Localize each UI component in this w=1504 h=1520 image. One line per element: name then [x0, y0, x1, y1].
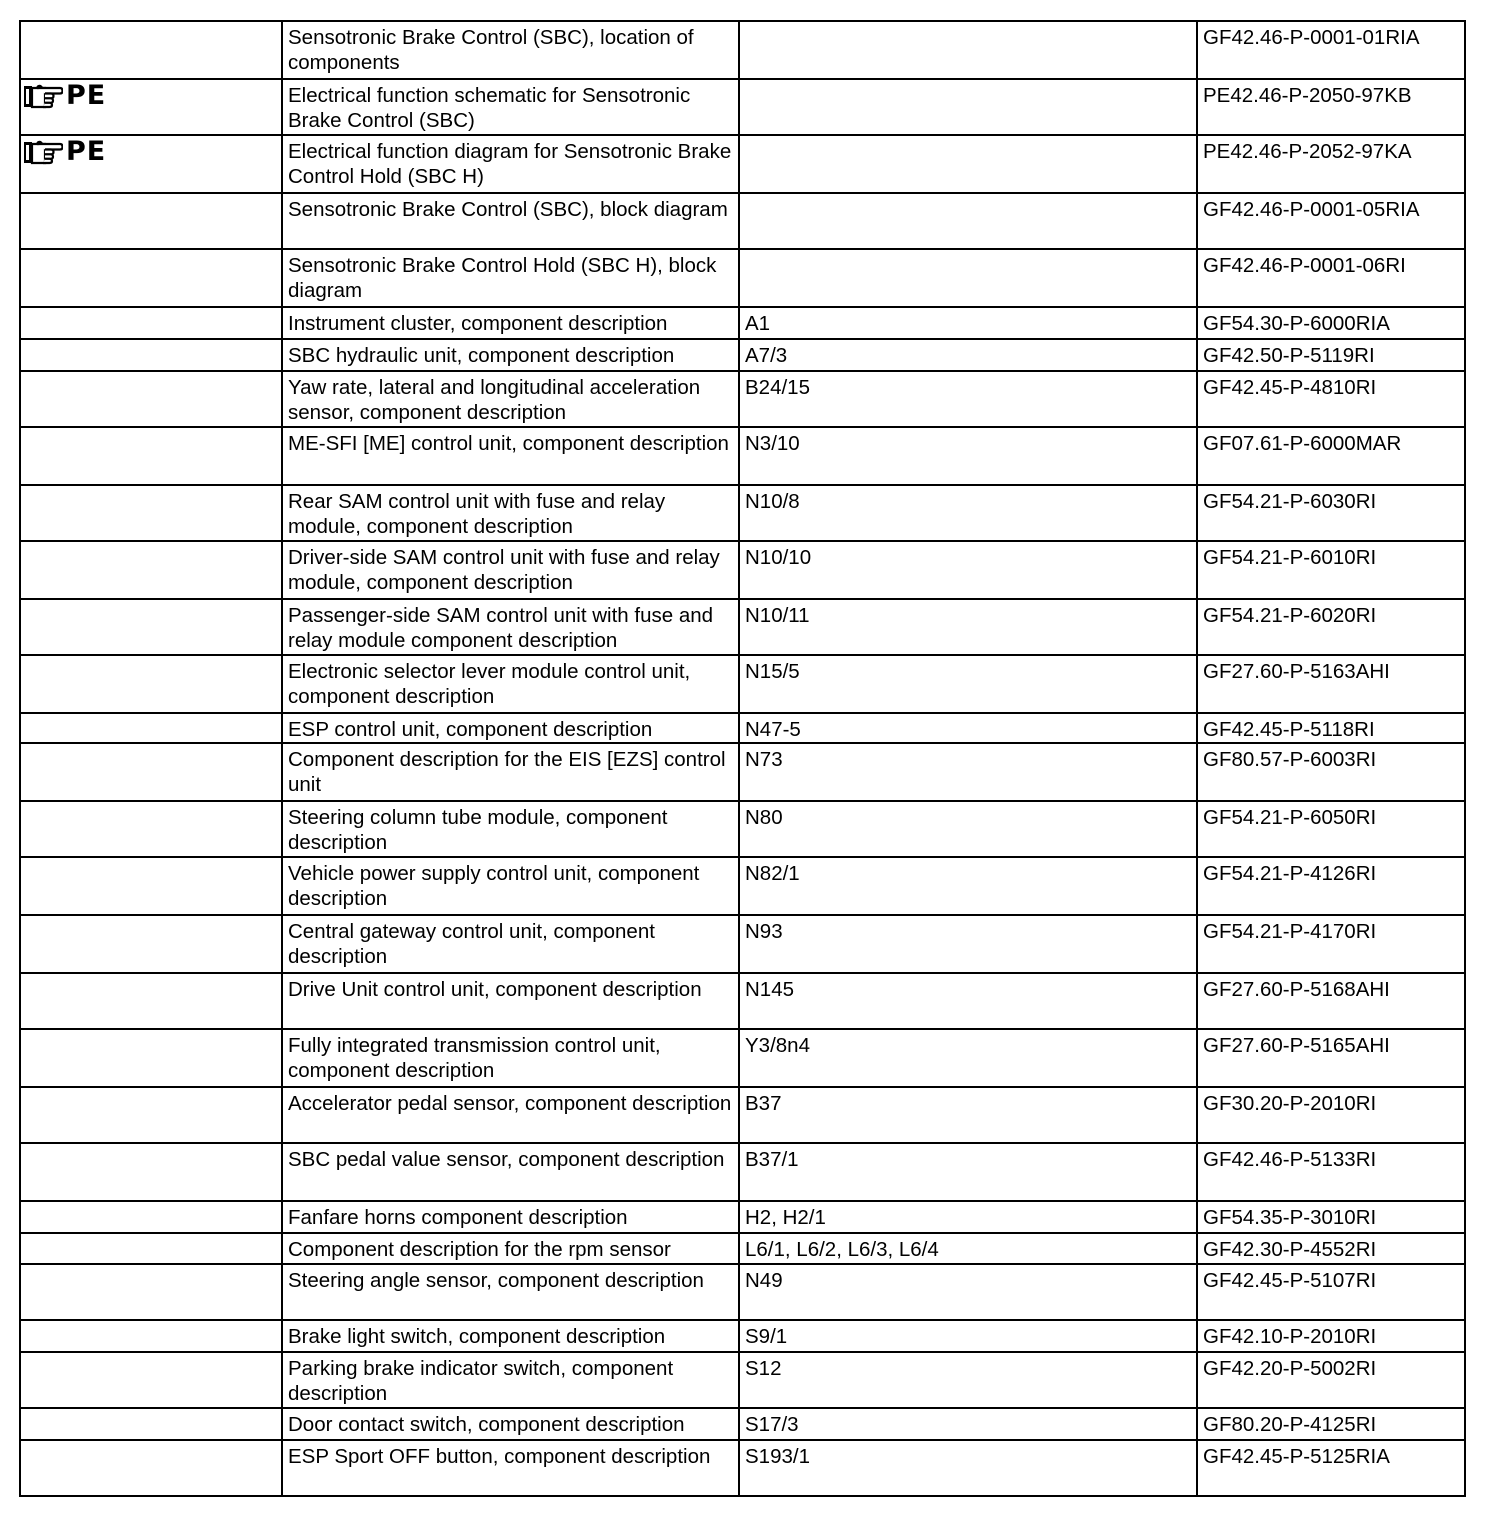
component-code-cell: S193/1	[739, 1440, 1197, 1496]
table-row	[20, 973, 1465, 1029]
document-reference-cell[interactable]: PE42.46-P-2050-97KB	[1197, 79, 1465, 135]
component-code-cell: N80	[739, 801, 1197, 857]
description-cell: Steering angle sensor, component description	[282, 1264, 739, 1320]
document-reference-cell[interactable]: GF42.45-P-4810RI	[1197, 371, 1465, 427]
component-code-cell: A1	[739, 307, 1197, 339]
icon-cell	[20, 915, 282, 973]
document-reference-cell[interactable]: GF54.21-P-4170RI	[1197, 915, 1465, 973]
component-code-cell: H2, H2/1	[739, 1201, 1197, 1233]
description-cell: Passenger-side SAM control unit with fuse and relay module component description	[282, 599, 739, 655]
icon-cell	[20, 857, 282, 915]
table-row	[20, 79, 1465, 135]
icon-cell	[20, 371, 282, 427]
description-cell: Electrical function schematic for Sensotronic Brake Control (SBC)	[282, 79, 739, 135]
icon-cell	[20, 427, 282, 485]
table-row	[20, 193, 1465, 249]
table-row	[20, 599, 1465, 655]
description-cell: Steering column tube module, component description	[282, 801, 739, 857]
table-row	[20, 1352, 1465, 1408]
icon-cell	[20, 21, 282, 79]
document-reference-cell[interactable]: GF30.20-P-2010RI	[1197, 1087, 1465, 1143]
description-cell: Rear SAM control unit with fuse and relay module, component description	[282, 485, 739, 541]
document-reference-cell[interactable]: GF42.45-P-5118RI	[1197, 713, 1465, 743]
table-row	[20, 801, 1465, 857]
icon-cell	[20, 541, 282, 599]
document-reference-table	[19, 20, 1466, 1497]
document-reference-cell[interactable]: GF54.35-P-3010RI	[1197, 1201, 1465, 1233]
icon-cell	[20, 485, 282, 541]
icon-cell	[20, 1143, 282, 1201]
description-cell: Accelerator pedal sensor, component description	[282, 1087, 739, 1143]
table-row	[20, 1408, 1465, 1440]
icon-cell	[20, 1440, 282, 1496]
document-reference-cell[interactable]: GF80.57-P-6003RI	[1197, 743, 1465, 801]
pointing-hand-icon	[23, 83, 63, 109]
table-row	[20, 427, 1465, 485]
icon-cell	[20, 1320, 282, 1352]
component-code-cell	[739, 135, 1197, 193]
table-row	[20, 135, 1465, 193]
component-code-cell	[739, 79, 1197, 135]
component-code-cell: A7/3	[739, 339, 1197, 371]
document-reference-cell[interactable]: GF42.46-P-0001-01RIA	[1197, 21, 1465, 79]
component-code-cell: N93	[739, 915, 1197, 973]
table-row	[20, 339, 1465, 371]
pe-label: PE	[66, 80, 107, 111]
document-reference-cell[interactable]: GF27.60-P-5163AHI	[1197, 655, 1465, 713]
document-reference-cell[interactable]: GF42.46-P-5133RI	[1197, 1143, 1465, 1201]
component-code-cell: S17/3	[739, 1408, 1197, 1440]
document-reference-cell[interactable]: GF42.10-P-2010RI	[1197, 1320, 1465, 1352]
icon-cell	[20, 713, 282, 743]
description-cell: Yaw rate, lateral and longitudinal acceleration sensor, component description	[282, 371, 739, 427]
document-reference-cell[interactable]: GF07.61-P-6000MAR	[1197, 427, 1465, 485]
description-cell: SBC hydraulic unit, component description	[282, 339, 739, 371]
table-row	[20, 371, 1465, 427]
icon-cell	[20, 79, 282, 135]
table-row	[20, 857, 1465, 915]
document-reference-cell[interactable]: GF54.21-P-6030RI	[1197, 485, 1465, 541]
description-cell: Central gateway control unit, component description	[282, 915, 739, 973]
table-row	[20, 1143, 1465, 1201]
table-row	[20, 1440, 1465, 1496]
document-reference-cell[interactable]: GF54.21-P-6010RI	[1197, 541, 1465, 599]
description-cell: ME-SFI [ME] control unit, component description	[282, 427, 739, 485]
component-code-cell: Y3/8n4	[739, 1029, 1197, 1087]
component-code-cell	[739, 193, 1197, 249]
description-cell: SBC pedal value sensor, component description	[282, 1143, 739, 1201]
description-cell: Component description for the rpm sensor	[282, 1233, 739, 1264]
document-reference-cell[interactable]: GF42.30-P-4552RI	[1197, 1233, 1465, 1264]
icon-cell	[20, 1087, 282, 1143]
icon-cell	[20, 135, 282, 193]
table-row	[20, 1029, 1465, 1087]
table-row	[20, 1264, 1465, 1320]
description-cell: Sensotronic Brake Control Hold (SBC H), block diagram	[282, 249, 739, 307]
icon-cell	[20, 1029, 282, 1087]
document-reference-cell[interactable]: GF42.50-P-5119RI	[1197, 339, 1465, 371]
icon-cell	[20, 1352, 282, 1408]
pointing-hand-icon	[23, 139, 63, 165]
document-reference-cell[interactable]: GF42.45-P-5107RI	[1197, 1264, 1465, 1320]
icon-cell	[20, 1264, 282, 1320]
component-code-cell: B37	[739, 1087, 1197, 1143]
table-row	[20, 249, 1465, 307]
icon-cell	[20, 339, 282, 371]
description-cell: Driver-side SAM control unit with fuse and relay module, component description	[282, 541, 739, 599]
icon-cell	[20, 1233, 282, 1264]
table-row	[20, 541, 1465, 599]
icon-cell	[20, 1201, 282, 1233]
component-code-cell: N3/10	[739, 427, 1197, 485]
icon-cell	[20, 193, 282, 249]
table-row	[20, 1201, 1465, 1233]
description-cell: Fully integrated transmission control unit, component description	[282, 1029, 739, 1087]
description-cell: Electrical function diagram for Sensotronic Brake Control Hold (SBC H)	[282, 135, 739, 193]
component-code-cell: N10/10	[739, 541, 1197, 599]
document-reference-cell[interactable]: GF54.21-P-6050RI	[1197, 801, 1465, 857]
icon-cell	[20, 1408, 282, 1440]
icon-cell	[20, 801, 282, 857]
pe-link[interactable]	[23, 81, 106, 111]
table-row	[20, 307, 1465, 339]
component-code-cell: N47-5	[739, 713, 1197, 743]
description-cell: ESP Sport OFF button, component description	[282, 1440, 739, 1496]
component-code-cell: L6/1, L6/2, L6/3, L6/4	[739, 1233, 1197, 1264]
document-reference-cell[interactable]: GF42.20-P-5002RI	[1197, 1352, 1465, 1408]
component-code-cell: S12	[739, 1352, 1197, 1408]
document-reference-cell[interactable]: GF80.20-P-4125RI	[1197, 1408, 1465, 1440]
table-row	[20, 1233, 1465, 1264]
component-code-cell: N73	[739, 743, 1197, 801]
description-cell: Parking brake indicator switch, component description	[282, 1352, 739, 1408]
document-reference-cell[interactable]: GF42.46-P-0001-06RI	[1197, 249, 1465, 307]
document-reference-cell[interactable]: GF54.21-P-6020RI	[1197, 599, 1465, 655]
table-row	[20, 1087, 1465, 1143]
table-row	[20, 485, 1465, 541]
icon-cell	[20, 249, 282, 307]
table-row	[20, 1320, 1465, 1352]
component-code-cell: N49	[739, 1264, 1197, 1320]
description-cell: Fanfare horns component description	[282, 1201, 739, 1233]
component-code-cell: N145	[739, 973, 1197, 1029]
table-row	[20, 743, 1465, 801]
component-code-cell	[739, 21, 1197, 79]
description-cell: Sensotronic Brake Control (SBC), block diagram	[282, 193, 739, 249]
component-code-cell	[739, 249, 1197, 307]
component-code-cell: B37/1	[739, 1143, 1197, 1201]
table-row	[20, 21, 1465, 79]
icon-cell	[20, 599, 282, 655]
document-reference-cell[interactable]: PE42.46-P-2052-97KA	[1197, 135, 1465, 193]
description-cell: Brake light switch, component description	[282, 1320, 739, 1352]
icon-cell	[20, 973, 282, 1029]
pe-link[interactable]	[23, 137, 106, 167]
description-cell: Door contact switch, component description	[282, 1408, 739, 1440]
component-code-cell: B24/15	[739, 371, 1197, 427]
document-reference-cell[interactable]: GF54.21-P-4126RI	[1197, 857, 1465, 915]
document-reference-cell[interactable]: GF42.45-P-5125RIA	[1197, 1440, 1465, 1496]
component-code-cell: N82/1	[739, 857, 1197, 915]
component-code-cell: N10/11	[739, 599, 1197, 655]
table-row	[20, 915, 1465, 973]
document-reference-cell[interactable]: GF27.60-P-5168AHI	[1197, 973, 1465, 1029]
description-cell: Component description for the EIS [EZS] control unit	[282, 743, 739, 801]
icon-cell	[20, 743, 282, 801]
description-cell: Instrument cluster, component description	[282, 307, 739, 339]
table-row	[20, 655, 1465, 713]
document-reference-cell[interactable]: GF27.60-P-5165AHI	[1197, 1029, 1465, 1087]
description-cell: ESP control unit, component description	[282, 713, 739, 743]
table-row	[20, 713, 1465, 743]
component-code-cell: S9/1	[739, 1320, 1197, 1352]
icon-cell	[20, 655, 282, 713]
icon-cell	[20, 307, 282, 339]
component-code-cell: N10/8	[739, 485, 1197, 541]
table-body	[20, 21, 1465, 1496]
description-cell: Sensotronic Brake Control (SBC), location of components	[282, 21, 739, 79]
component-code-cell: N15/5	[739, 655, 1197, 713]
description-cell: Vehicle power supply control unit, component description	[282, 857, 739, 915]
description-cell: Electronic selector lever module control unit, component description	[282, 655, 739, 713]
pe-label: PE	[66, 136, 107, 167]
document-reference-cell[interactable]: GF42.46-P-0001-05RIA	[1197, 193, 1465, 249]
document-reference-cell[interactable]: GF54.30-P-6000RIA	[1197, 307, 1465, 339]
description-cell: Drive Unit control unit, component description	[282, 973, 739, 1029]
